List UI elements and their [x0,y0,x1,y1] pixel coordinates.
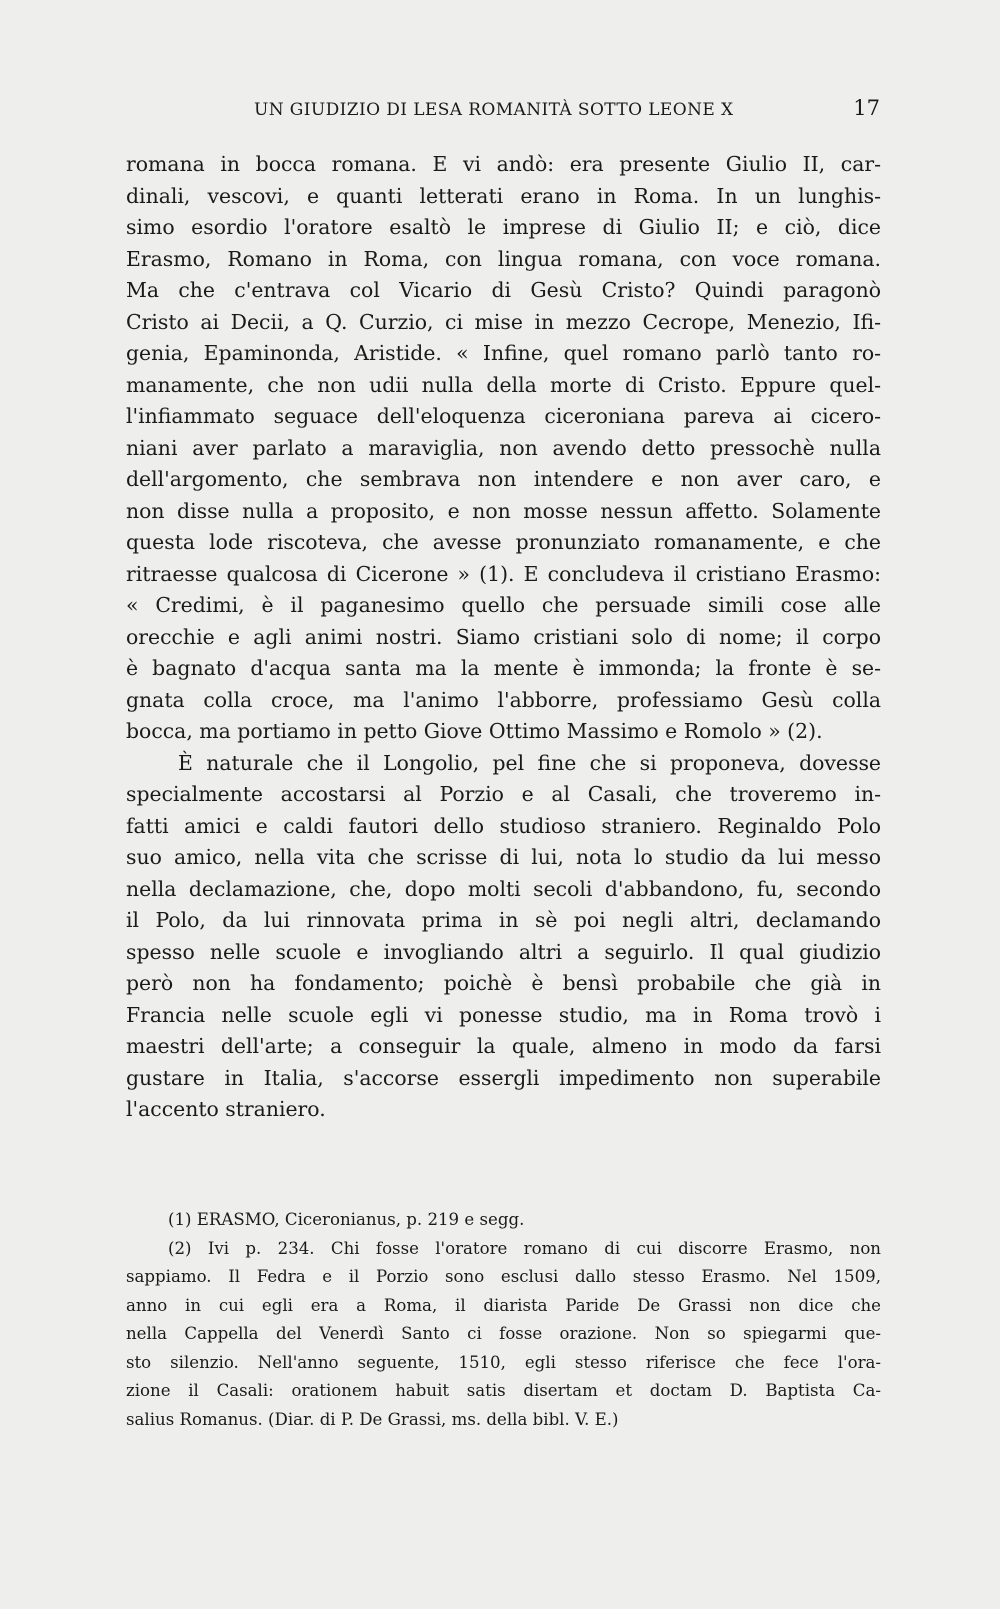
body-line: romana in bocca romana. E vi andò: era presente Giulio II, car- [126,152,881,176]
footnote-line: zione il Casali: orationem habuit satis disertam et doctam D. Baptista Ca- [126,1381,881,1400]
footnote-line: sto silenzio. Nell'anno seguente, 1510, egli stesso riferisce che fece l'ora- [126,1352,881,1372]
body-text [126,149,881,1126]
body-line: simo esordio l'oratore esaltò le imprese di Giulio II; e ciò, dice [126,215,881,239]
footnote-line: sappiamo. Il Fedra e il Porzio sono esclusi dallo stesso Erasmo. Nel 1509, [126,1267,881,1286]
body-line: maestri dell'arte; a conseguir la quale, almeno in modo da farsi [126,1034,881,1058]
footnote-line: salius Romanus. (Diar. di P. De Grassi, ms. della bibl. V. E.) [126,1409,619,1429]
body-line: manamente, che non udii nulla della morte di Cristo. Eppure quel- [126,372,881,397]
body-line: l'infiammato seguace dell'eloquenza ciceroniana pareva ai cicero- [126,404,881,428]
body-line: « Credimi, è il paganesimo quello che persuade simili cose alle [126,593,881,617]
body-line: dinali, vescovi, e quanti letterati erano in Roma. In un lunghis- [126,183,881,208]
footnote-2: (2) Ivi p. 234. Chi fosse l'oratore romano di cui discorre Erasmo, non [168,1238,881,1258]
body-line: Cristo ai Decii, a Q. Curzio, ci mise in mezzo Cecrope, Menezio, Ifi- [126,309,881,334]
body-line: Francia nelle scuole egli vi ponesse studio, ma in Roma trovò i [126,1002,881,1027]
body-line: Erasmo, Romano in Roma, con lingua romana, con voce romana. [126,246,881,271]
body-line: dell'argomento, che sembrava non intendere e non aver caro, e [126,467,881,491]
body-line: gnata colla croce, ma l'animo l'abborre, professiamo Gesù colla [126,687,881,712]
body-line: È naturale che il Longolio, pel fine che si proponeva, dovesse [178,750,881,775]
body-line: bocca, ma portiamo in petto Giove Ottimo Massimo e Romolo » (2). [126,719,823,743]
body-line: suo amico, nella vita che scrisse di lui, nota lo studio da lui messo [126,845,881,869]
page-number: 17 [853,96,880,120]
body-line: genia, Epaminonda, Aristide. « Infine, quel romano parlò tanto ro- [126,341,881,365]
body-line: il Polo, da lui rinnovata prima in sè poi negli altri, declamando [126,908,881,932]
body-line: specialmente accostarsi al Porzio e al Casali, che troveremo in- [126,782,881,806]
page-header [254,96,880,126]
body-line: è bagnato d'acqua santa ma la mente è immonda; la fronte è se- [126,656,881,680]
footnote-line: anno in cui egli era a Roma, il diarista Paride De Grassi non dice che [126,1295,881,1315]
footnote-line: nella Cappella del Venerdì Santo ci fosse orazione. Non so spiegarmi que- [126,1324,881,1343]
running-title: UN GIUDIZIO DI LESA ROMANITÀ SOTTO LEONE X [254,100,734,120]
body-line: niani aver parlato a maraviglia, non avendo detto pressochè nulla [126,435,881,460]
footnotes [126,1206,881,1434]
footnote-1: (1) ERASMO, Ciceronianus, p. 219 e segg. [168,1210,525,1229]
body-line: non disse nulla a proposito, e non mosse nessun affetto. Solamente [126,498,881,523]
body-line: questa lode riscoteva, che avesse pronunziato romanamente, e che [126,530,881,554]
body-line: nella declamazione, che, dopo molti secoli d'abbandono, fu, secondo [126,876,881,901]
body-line: Ma che c'entrava col Vicario di Gesù Cristo? Quindi paragonò [126,278,881,302]
body-line: spesso nelle scuole e invogliando altri a seguirlo. Il qual giudizio [126,939,881,964]
body-line: ritraesse qualcosa di Cicerone » (1). E concludeva il cristiano Erasmo: [126,561,881,586]
body-line: orecchie e agli animi nostri. Siamo cristiani solo di nome; il corpo [126,624,881,649]
body-line: l'accento straniero. [126,1097,326,1121]
body-line: fatti amici e caldi fautori dello studioso straniero. Reginaldo Polo [126,813,881,838]
body-line: gustare in Italia, s'accorse essergli impedimento non superabile [126,1065,881,1090]
body-line: però non ha fondamento; poichè è bensì probabile che già in [126,971,881,995]
